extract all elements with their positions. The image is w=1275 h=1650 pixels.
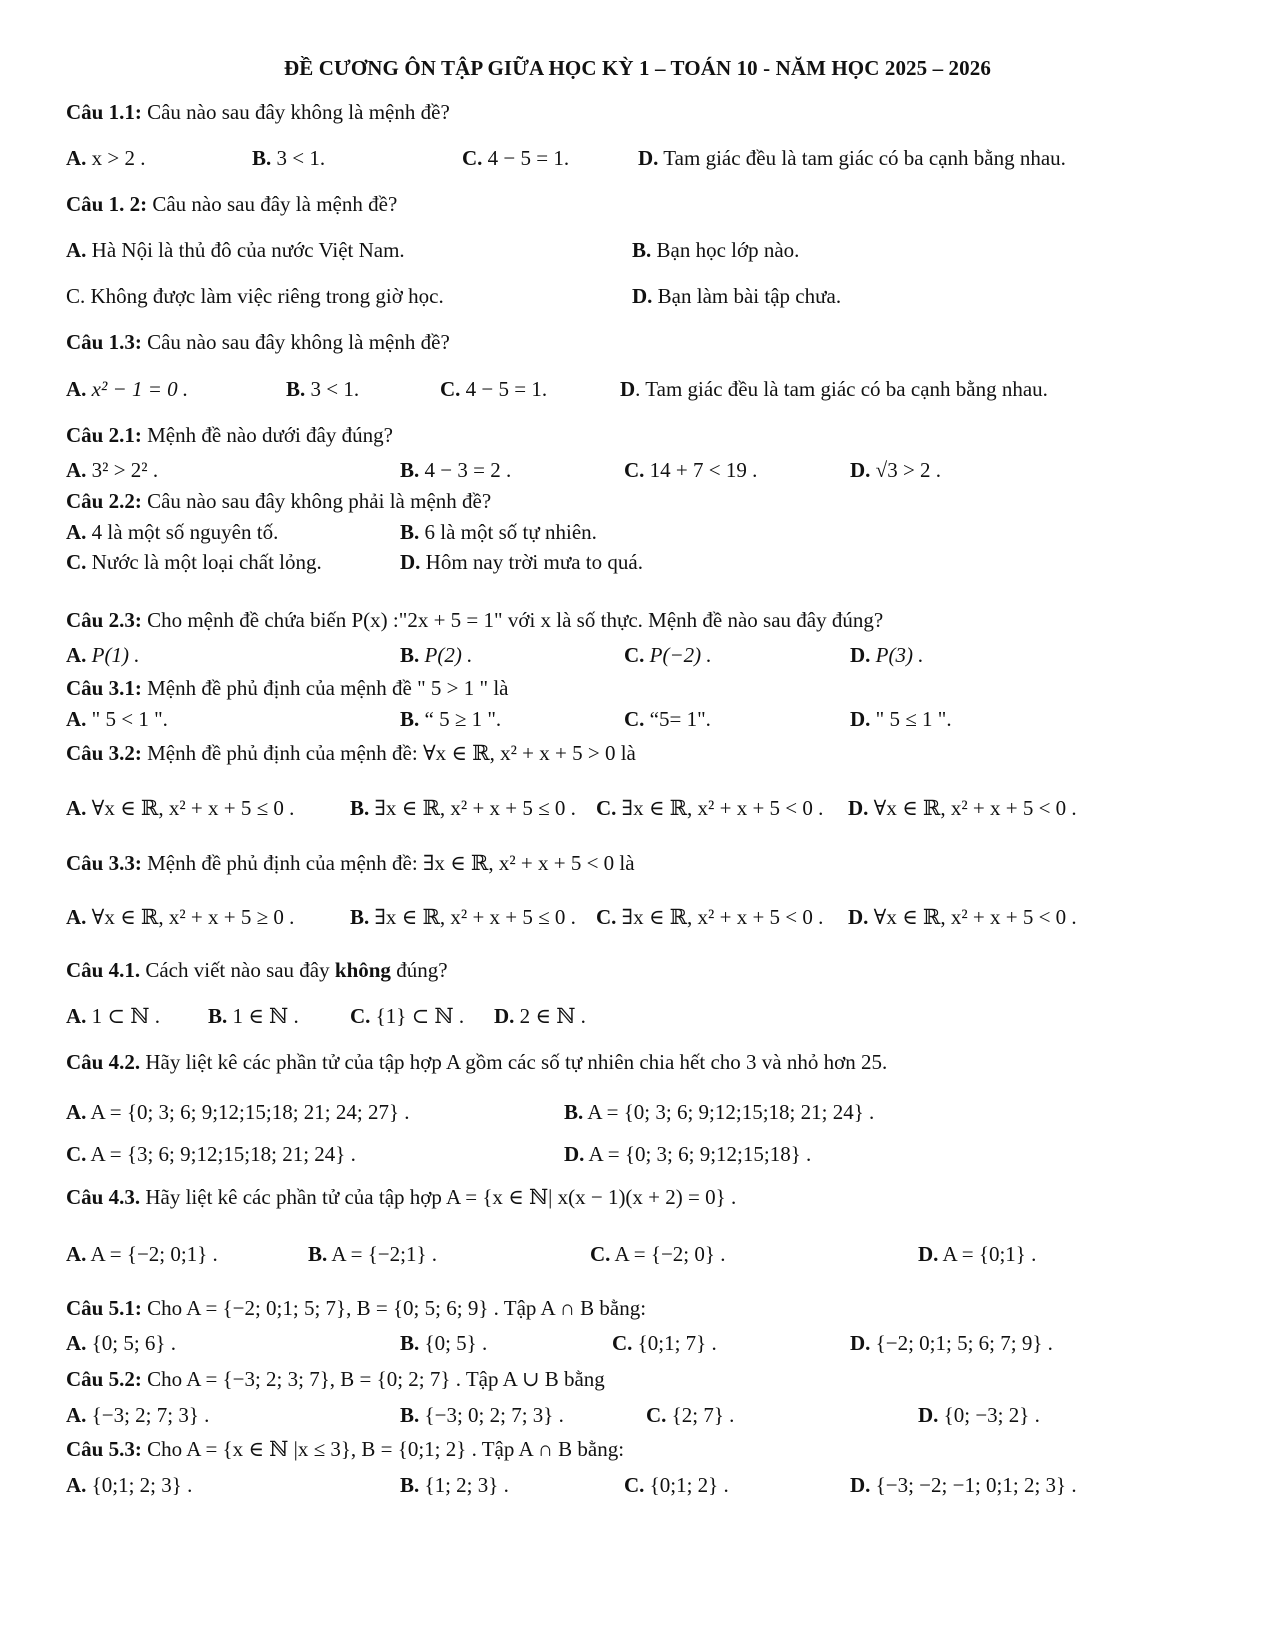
question-3-3: Câu 3.3: Mệnh đề phủ định của mệnh đề: ∃x ∈ ℝ, x² + x + 5 < 0 là [66, 851, 635, 875]
option-a: A. x > 2 . [66, 146, 146, 170]
option-a: A. " 5 < 1 ". [66, 707, 168, 731]
options-1-2-row2 [66, 284, 1226, 314]
options-2-3 [66, 643, 1226, 673]
option-c: C. {1} ⊂ ℕ . [350, 1004, 465, 1028]
option-a: A. ∀x ∈ ℝ, x² + x + 5 ≤ 0 . [66, 796, 295, 820]
question-4-2: Câu 4.2. Hãy liệt kê các phần tử của tập hợp A gồm các số tự nhiên chia hết cho 3 và nhỏ hơn 25. [66, 1050, 888, 1074]
question-1-2: Câu 1. 2: Câu nào sau đây là mệnh đề? [66, 192, 398, 216]
options-3-2 [66, 796, 1226, 826]
option-d: D. ∀x ∈ ℝ, x² + x + 5 < 0 . [848, 905, 1077, 929]
option-c: C. 4 − 5 = 1. [462, 146, 570, 170]
option-c: C. 14 + 7 < 19 . [624, 458, 758, 482]
option-a: A. x² − 1 = 0 . [66, 377, 189, 401]
question-2-3: Câu 2.3: Cho mệnh đề chứa biến P(x) :"2x + 5 = 1" với x là số thực. Mệnh đề nào sau đây đúng? [66, 608, 884, 632]
option-c: C. Nước là một loại chất lỏng. [66, 550, 322, 574]
option-c: C. A = {−2; 0} . [590, 1242, 726, 1266]
option-b: B. “ 5 ≥ 1 ". [400, 707, 502, 731]
option-b: B. 1 ∈ ℕ . [208, 1004, 299, 1028]
option-c: C. {0;1; 7} . [612, 1331, 717, 1355]
question-4-1: Câu 4.1. Cách viết nào sau đây không đúng? [66, 958, 448, 982]
option-b: B. 4 − 3 = 2 . [400, 458, 512, 482]
options-5-3 [66, 1473, 1226, 1503]
question-label: Câu 1.1: [66, 100, 142, 124]
option-d: D. {0; −3; 2} . [918, 1403, 1040, 1427]
options-3-3 [66, 905, 1226, 935]
option-a: A. A = {−2; 0;1} . [66, 1242, 218, 1266]
option-c: C. ∃x ∈ ℝ, x² + x + 5 < 0 . [596, 905, 824, 929]
option-b: B. P(2) . [400, 643, 473, 667]
options-5-2 [66, 1403, 1226, 1433]
question-3-2: Câu 3.2: Mệnh đề phủ định của mệnh đề: ∀x ∈ ℝ, x² + x + 5 > 0 là [66, 741, 636, 765]
option-c: C. P(−2) . [624, 643, 712, 667]
question-text: Câu nào sau đây không là mệnh đề? [147, 100, 450, 124]
option-a: A. {0; 5; 6} . [66, 1331, 176, 1355]
option-c: C. ∃x ∈ ℝ, x² + x + 5 < 0 . [596, 796, 824, 820]
options-2-1 [66, 458, 1226, 488]
option-d: D. Bạn làm bài tập chưa. [632, 284, 842, 308]
option-d: D. " 5 ≤ 1 ". [850, 707, 952, 731]
option-d: D. P(3) . [850, 643, 924, 667]
option-d: D. ∀x ∈ ℝ, x² + x + 5 < 0 . [848, 796, 1077, 820]
options-4-2-row1 [66, 1100, 1226, 1130]
option-d: D. A = {0; 3; 6; 9;12;15;18} . [564, 1142, 812, 1166]
option-b: B. {−3; 0; 2; 7; 3} . [400, 1403, 564, 1427]
option-a: A. 3² > 2² . [66, 458, 159, 482]
options-4-2-row2 [66, 1142, 1226, 1172]
question-3-1: Câu 3.1: Mệnh đề phủ định của mệnh đề " 5 > 1 " là [66, 676, 509, 700]
option-b: B. 3 < 1. [286, 377, 360, 401]
option-a: A. 4 là một số nguyên tố. [66, 520, 279, 544]
page-title: ĐỀ CƯƠNG ÔN TẬP GIỮA HỌC KỲ 1 – TOÁN 10 - NĂM HỌC 2025 – 2026 [284, 56, 991, 80]
option-b: B. ∃x ∈ ℝ, x² + x + 5 ≤ 0 . [350, 796, 576, 820]
option-b: B. A = {0; 3; 6; 9;12;15;18; 21; 24} . [564, 1100, 875, 1124]
option-d: D. {−3; −2; −1; 0;1; 2; 3} . [850, 1473, 1077, 1497]
options-4-1 [66, 1004, 1226, 1034]
options-2-2-row1 [66, 520, 1226, 550]
option-a: A. {0;1; 2; 3} . [66, 1473, 193, 1497]
question-2-2: Câu 2.2: Câu nào sau đây không phải là mệnh đề? [66, 489, 492, 513]
option-a: A. Hà Nội là thủ đô của nước Việt Nam. [66, 238, 405, 262]
option-c: C. A = {3; 6; 9;12;15;18; 21; 24} . [66, 1142, 356, 1166]
question-1-3: Câu 1.3: Câu nào sau đây không là mệnh đề? [66, 330, 450, 354]
option-d: D. Tam giác đều là tam giác có ba cạnh bằng nhau. [638, 146, 1066, 170]
option-b: B. Bạn học lớp nào. [632, 238, 800, 262]
option-d: D. A = {0;1} . [918, 1242, 1037, 1266]
question-1-1 [66, 100, 450, 125]
option-c: C. {0;1; 2} . [624, 1473, 729, 1497]
option-a: A. 1 ⊂ ℕ . [66, 1004, 160, 1028]
option-b: B. A = {−2;1} . [308, 1242, 438, 1266]
option-d: D. {−2; 0;1; 5; 6; 7; 9} . [850, 1331, 1053, 1355]
question-5-3: Câu 5.3: Cho A = {x ∈ ℕ |x ≤ 3}, B = {0;1; 2} . Tập A ∩ B bằng: [66, 1437, 625, 1461]
options-1-3 [66, 377, 1226, 407]
option-a: A. {−3; 2; 7; 3} . [66, 1403, 210, 1427]
options-5-1 [66, 1331, 1226, 1361]
option-b: B. {1; 2; 3} . [400, 1473, 509, 1497]
option-a: A. A = {0; 3; 6; 9;12;15;18; 21; 24; 27} . [66, 1100, 410, 1124]
option-c: C. Không được làm việc riêng trong giờ học. [66, 284, 444, 308]
option-d: D. Tam giác đều là tam giác có ba cạnh bằng nhau. [620, 377, 1048, 401]
option-c: C. {2; 7} . [646, 1403, 735, 1427]
options-1-1 [66, 146, 1226, 176]
option-d: D. Hôm nay trời mưa to quá. [400, 550, 643, 574]
options-2-2-row2 [66, 550, 1226, 580]
options-3-1 [66, 707, 1226, 737]
option-c: C. “5= 1". [624, 707, 711, 731]
question-5-2: Câu 5.2: Cho A = {−3; 2; 3; 7}, B = {0; 2; 7} . Tập A ∪ B bằng [66, 1367, 605, 1391]
option-d: D. 2 ∈ ℕ . [494, 1004, 586, 1028]
option-c: C. 4 − 5 = 1. [440, 377, 548, 401]
emphasis: không [334, 958, 391, 982]
option-b: B. 6 là một số tự nhiên. [400, 520, 597, 544]
option-b: B. {0; 5} . [400, 1331, 488, 1355]
question-2-1: Câu 2.1: Mệnh đề nào dưới đây đúng? [66, 423, 393, 447]
options-4-3 [66, 1242, 1226, 1272]
option-a: A. P(1) . [66, 643, 140, 667]
option-b: B. 3 < 1. [252, 146, 326, 170]
option-d: D. √3 > 2 . [850, 458, 942, 482]
question-5-1: Câu 5.1: Cho A = {−2; 0;1; 5; 7}, B = {0; 5; 6; 9} . Tập A ∩ B bằng: [66, 1296, 647, 1320]
options-1-2-row1 [66, 238, 1226, 268]
question-4-3: Câu 4.3. Hãy liệt kê các phần tử của tập hợp A = {x ∈ ℕ| x(x − 1)(x + 2) = 0} . [66, 1185, 737, 1209]
option-a: A. ∀x ∈ ℝ, x² + x + 5 ≥ 0 . [66, 905, 295, 929]
option-b: B. ∃x ∈ ℝ, x² + x + 5 ≤ 0 . [350, 905, 576, 929]
